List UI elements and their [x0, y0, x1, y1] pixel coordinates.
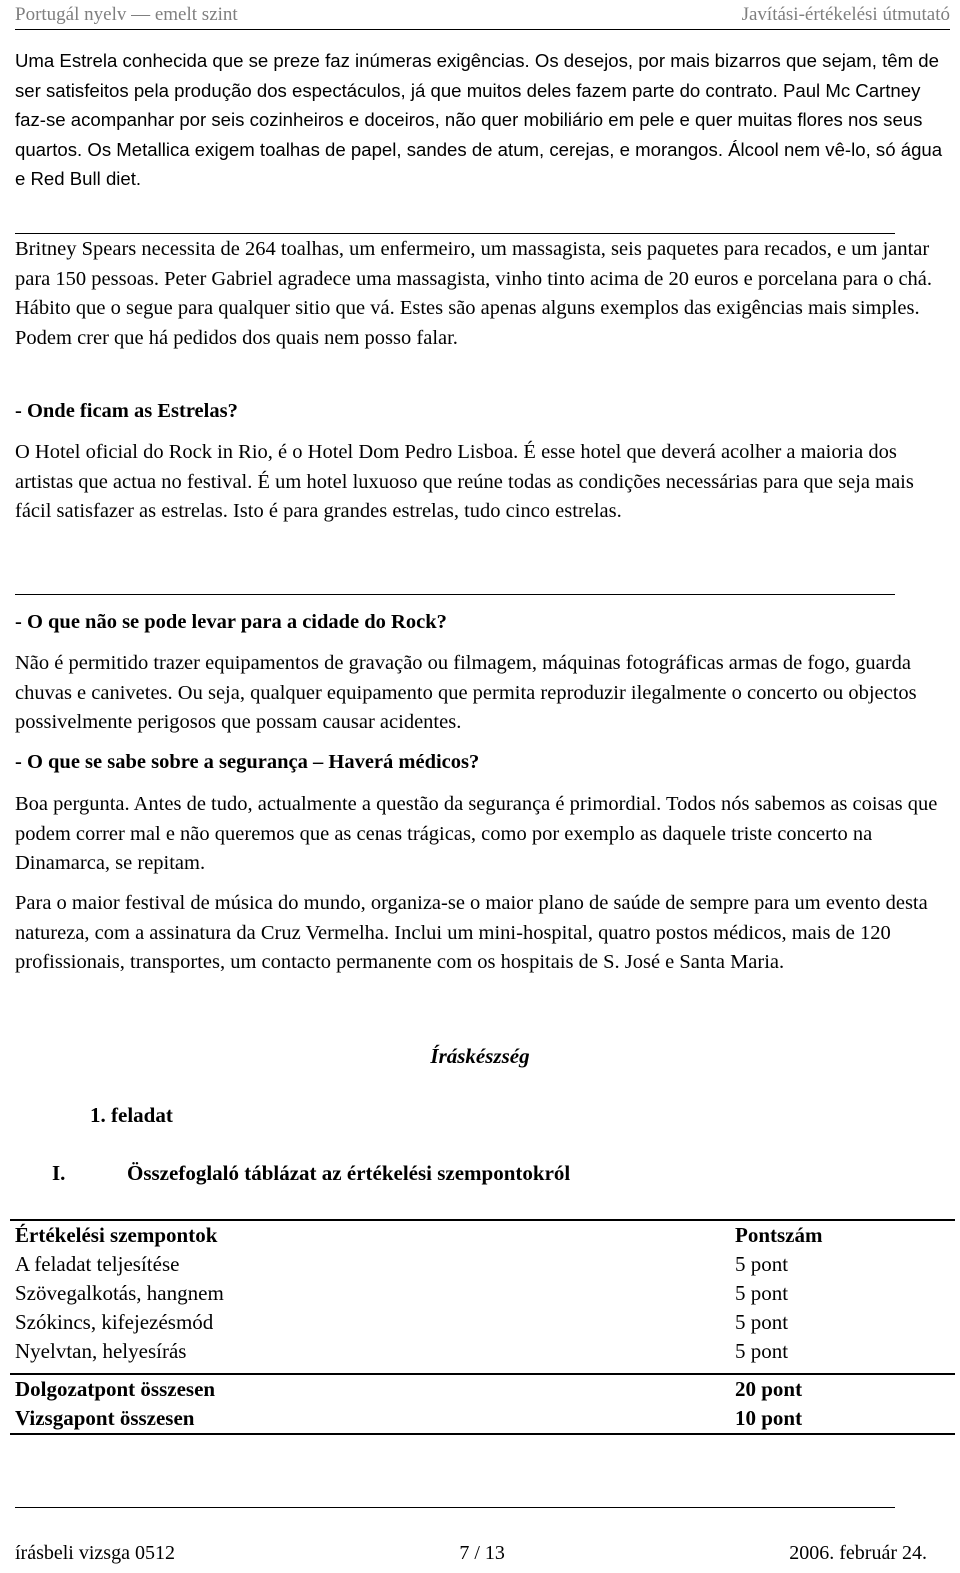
- table-row: [10, 1250, 955, 1279]
- paragraph-hotel: O Hotel oficial do Rock in Rio, é o Hotel Dom Pedro Lisboa. É esse hotel que deverá acolher a maioria dos artistas que actua no festival. É um hotel luxuoso que reúne todas as condições necessárias para que seja mais fácil satisfazer as estrelas. Isto é para grandes estrelas, tudo cinco estrelas.: [15, 441, 914, 523]
- table-cell-label: A feladat teljesítése: [15, 1252, 180, 1276]
- footer-left: írásbeli vizsga 0512: [15, 1542, 175, 1564]
- section-heading: [52, 1161, 570, 1186]
- section-number: I.: [52, 1161, 66, 1185]
- table-cell-label: Szókincs, kifejezésmód: [15, 1310, 214, 1334]
- table-exam-label: Vizsgapont összesen: [15, 1406, 195, 1430]
- task-label: 1. feladat: [90, 1103, 173, 1127]
- table-sum-row: [10, 1373, 955, 1404]
- page-header: [15, 0, 950, 30]
- table-header-criteria: Értékelési szempontok: [15, 1223, 218, 1247]
- paragraph-pergunta: Boa pergunta. Antes de tudo, actualmente a questão da segurança é primordial. Todos nós sabemos as coisas que podem correr mal e não queremos que as cenas trágicas, como por exemplo as daquele triste concerto na Dinamarca, se repitam.: [15, 793, 938, 875]
- table-cell-points: 5 pont: [735, 1252, 789, 1276]
- table-row: [10, 1308, 955, 1337]
- table-sum-points: 20 pont: [735, 1377, 803, 1401]
- page-footer: [15, 1542, 927, 1568]
- table-exam-points: 10 pont: [735, 1406, 803, 1430]
- table-header-row: [10, 1221, 955, 1250]
- section-heading-text: Összefoglaló táblázat az értékelési szempontokról: [127, 1161, 571, 1185]
- paragraph-estrelas: Uma Estrela conhecida que se preze faz inúmeras exigências. Os desejos, por mais bizarros que sejam, têm de ser satisfeitos pela produção dos espectáculos, já que muitos deles fazem parte do contrato. Paul Mc Cartney faz-se acompanhar por seis cozinheiros e doceiros, não quer mobiliário em pele e quer muitas flores nos seus quartos. Os Metallica exigem toalhas de papel, sandes de atum, cerejas, e morangos. Álcool nem vê-lo, só água e Red Bull diet.: [15, 50, 943, 190]
- footer-rule: [15, 1507, 895, 1508]
- paragraph-britney-part1: Britney Spears necessita de 264 toalhas, um enfermeiro, um massagista, seis paquetes para recados, e um jantar para 150 pessoas.: [15, 238, 930, 290]
- footer-date: 2006. február 24.: [789, 1542, 927, 1564]
- section-title: Íráskészség: [430, 1044, 530, 1068]
- table-row: [10, 1279, 955, 1308]
- header-right: Javítási-értékelési útmutató: [741, 4, 950, 25]
- question-seguranca: - O que se sabe sobre a segurança – Haverá médicos?: [15, 751, 480, 773]
- table-cell-points: 5 pont: [735, 1339, 789, 1363]
- divider: [15, 233, 895, 234]
- table-cell-label: Szövegalkotás, hangnem: [15, 1281, 224, 1305]
- scoring-table: [10, 1219, 955, 1435]
- paragraph-britney-part2: Peter Gabriel agradece uma massagista, vinho tinto acima de 20 euros e porcelana para o chá. Hábito que o segue para qualquer sitio que vá. Estes são apenas alguns exemplos das exigências mais simples. Podem crer que há pedidos dos quais nem posso falar.: [15, 267, 933, 349]
- question-levar: - O que não se pode levar para a cidade do Rock?: [15, 611, 447, 633]
- table-cell-points: 5 pont: [735, 1310, 789, 1334]
- paragraph-festival: Para o maior festival de música do mundo, organiza-se o maior plano de saúde de sempre para um evento desta natureza, com a assinatura da Cruz Vermelha. Inclui um mini-hospital, quatro postos médicos, mais de 120 profissionais, transportes, um contacto permanente com os hospitais de S. José e Santa Maria.: [15, 892, 928, 974]
- table-cell-label: Nyelvtan, helyesírás: [15, 1339, 187, 1363]
- footer-page-number: 7 / 13: [459, 1542, 505, 1564]
- header-left: Portugál nyelv — emelt szint: [15, 4, 238, 25]
- table-sum-label: Dolgozatpont összesen: [15, 1377, 216, 1401]
- paragraph-britney: [15, 235, 955, 353]
- table-header-points: Pontszám: [735, 1223, 823, 1247]
- divider: [15, 594, 895, 595]
- header-rule: [15, 29, 950, 30]
- table-exam-row: [10, 1404, 955, 1433]
- table-cell-points: 5 pont: [735, 1281, 789, 1305]
- paragraph-proibido: Não é permitido trazer equipamentos de gravação ou filmagem, máquinas fotográficas armas de fogo, guarda chuvas e canivetes. Ou seja, qualquer equipamento que permita reproduzir ilegalmente o concerto ou objectos possivelmente perigosos que possam causar acidentes.: [15, 652, 917, 734]
- table-row: [10, 1337, 955, 1366]
- question-onde-ficam: - Onde ficam as Estrelas?: [15, 400, 238, 422]
